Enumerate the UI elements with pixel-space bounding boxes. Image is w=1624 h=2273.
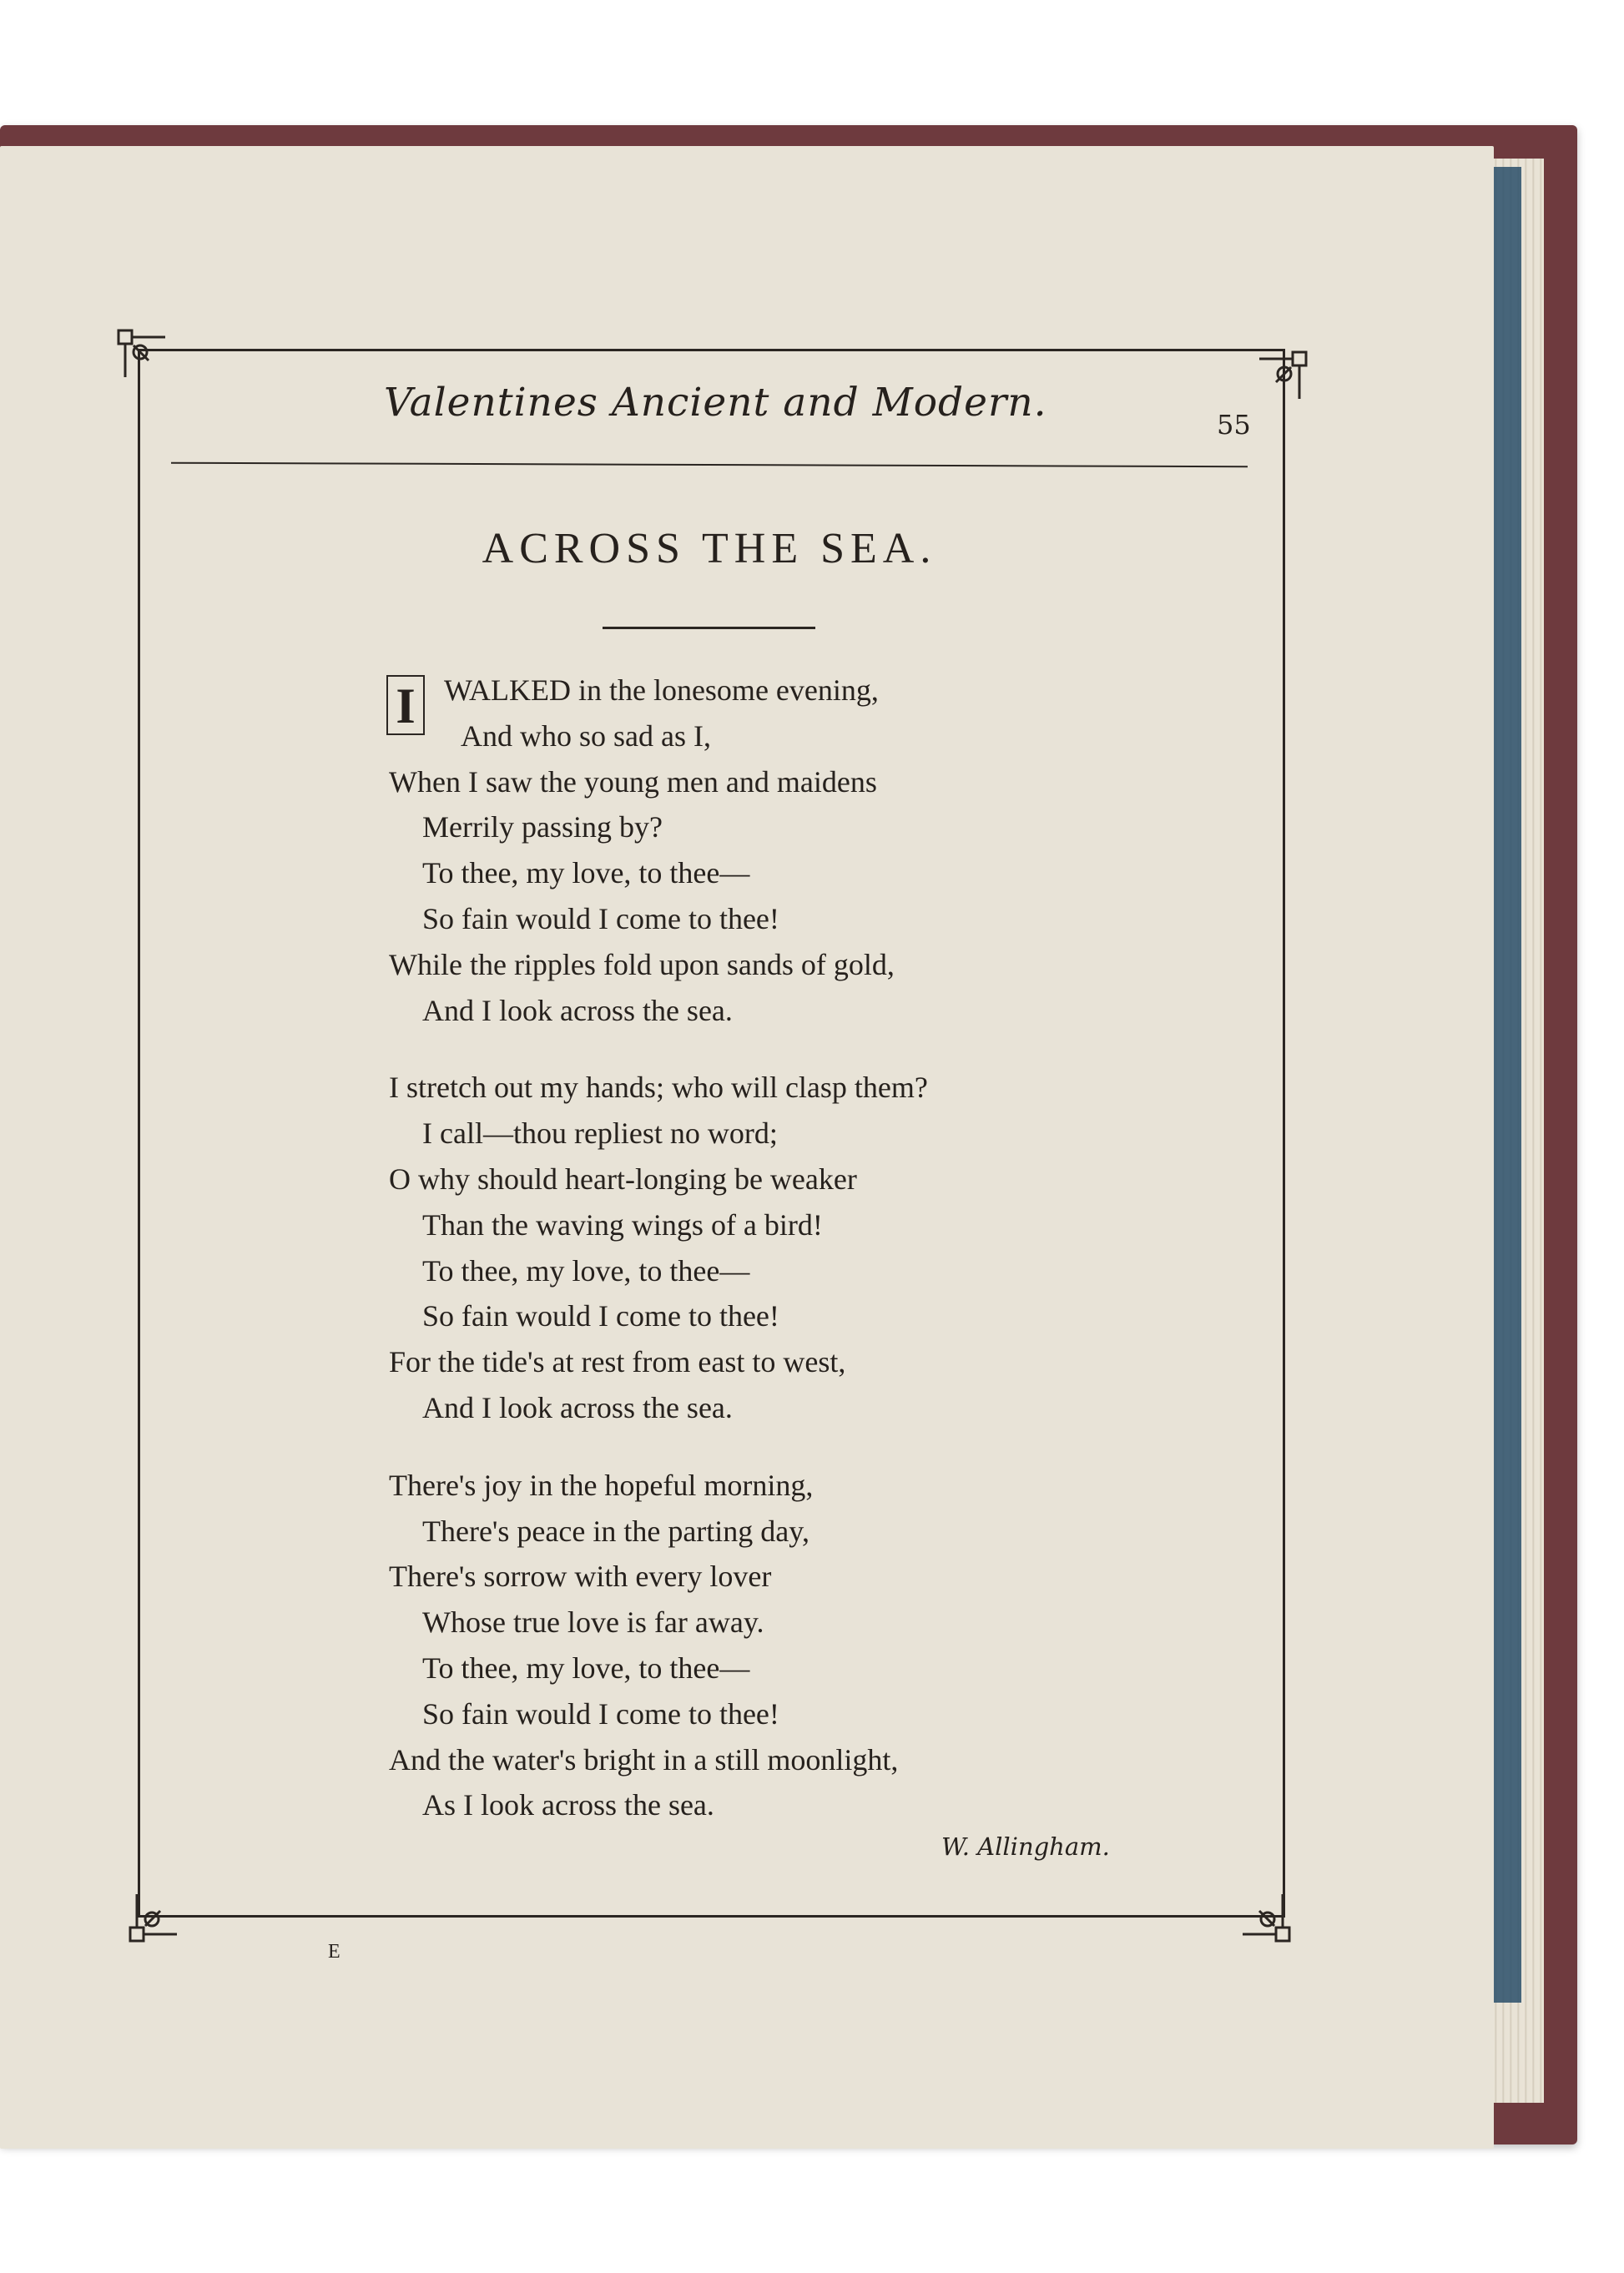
stanza-gap: [389, 1033, 1140, 1065]
poem-line: To thee, my love, to thee—: [422, 1253, 750, 1288]
poem-line: There's sorrow with every lover: [389, 1560, 772, 1594]
poem-line: While the ripples fold upon sands of gold,: [389, 947, 895, 981]
poem-line: Merrily passing by?: [422, 810, 663, 844]
poem-line: There's peace in the parting day,: [422, 1514, 809, 1548]
poem-line: For the tide's at rest from east to west,: [389, 1345, 846, 1379]
poem-line: Whose true love is far away.: [422, 1605, 764, 1640]
poem-line: So fain would I come to thee!: [422, 1299, 779, 1333]
title-rule: [603, 627, 815, 629]
ornament-corner-top-right-icon: [1256, 349, 1309, 402]
poem-line: To thee, my love, to thee—: [422, 856, 750, 890]
poem-title: ACROSS THE SEA.: [482, 525, 937, 572]
signature-mark: E: [328, 1941, 340, 1963]
poem-line: I call—thou repliest no word;: [422, 1116, 778, 1151]
running-title: Valentines Ancient and Modern.: [384, 380, 1047, 426]
poem-line: So fain would I come to thee!: [422, 1696, 779, 1731]
ornament-corner-bottom-right-icon: [1239, 1891, 1293, 1944]
poem-line: And who so sad as I,: [461, 718, 711, 753]
ornament-corner-bottom-left-icon: [127, 1891, 180, 1944]
poem-line: To thee, my love, to thee—: [422, 1651, 750, 1685]
stanza-3: [389, 1463, 1140, 1828]
poem-line: As I look across the sea.: [422, 1788, 714, 1822]
poem-line: When I saw the young men and maidens: [389, 764, 877, 799]
spine-strip: [1490, 167, 1521, 2003]
poem-body: [389, 668, 1140, 1828]
poem-line: So fain would I come to thee!: [422, 901, 779, 935]
poem-line: And the water's bright in a still moonlight,: [389, 1742, 899, 1777]
stanza-2: [389, 1065, 1140, 1430]
poem-attribution: W. Allingham.: [941, 1832, 1110, 1861]
stanza-gap: [389, 1431, 1140, 1463]
poem-line: Than the waving wings of a bird!: [422, 1207, 823, 1242]
ornament-corner-top-left-icon: [115, 327, 169, 381]
drop-cap-letter: I: [396, 678, 416, 733]
poem-line: WALKED in the lonesome evening,: [444, 673, 879, 707]
stanza-1: [389, 668, 1140, 1033]
poem-line: O why should heart-longing be weaker: [389, 1162, 857, 1196]
poem-line: There's joy in the hopeful morning,: [389, 1468, 814, 1502]
page-number: 55: [1217, 409, 1251, 441]
poem-line: And I look across the sea.: [422, 993, 733, 1027]
poem-line: I stretch out my hands; who will clasp them?: [389, 1071, 928, 1105]
poem-line: And I look across the sea.: [422, 1390, 733, 1424]
